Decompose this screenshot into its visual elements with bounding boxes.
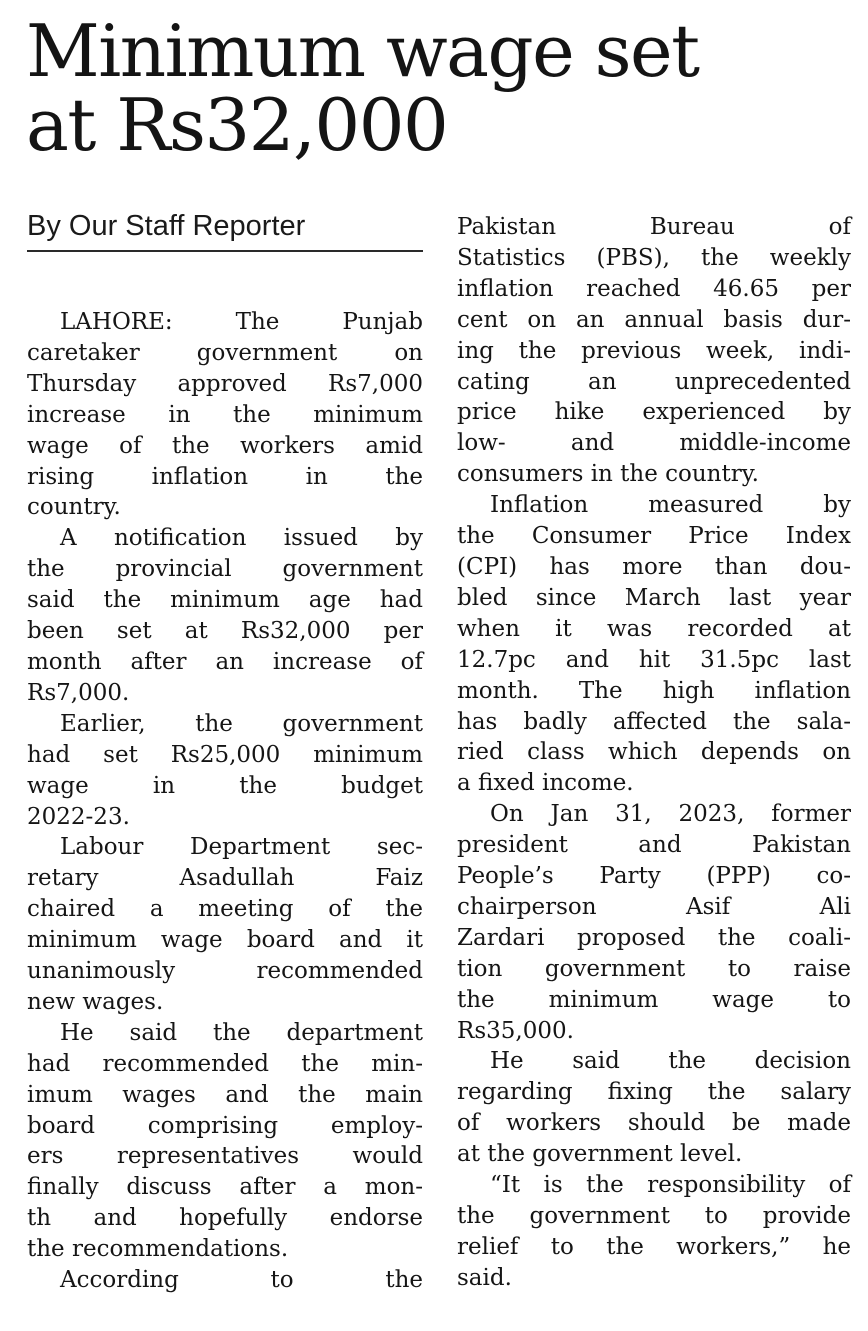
paragraph: [27, 709, 423, 833]
text-line: Earlier, the government: [60, 710, 423, 737]
text-line: 2022-23.: [27, 803, 130, 830]
text-line: finally discuss after a mon-: [27, 1174, 423, 1201]
text-line: Rs35,000.: [457, 1017, 574, 1044]
text-line: tion government to raise: [457, 955, 851, 982]
text-line: bled since March last year: [457, 584, 851, 611]
paragraph: [27, 523, 423, 708]
text-line: at the government level.: [457, 1141, 743, 1168]
text-line: caretaker government on: [27, 339, 423, 366]
text-line: the recommendations.: [27, 1236, 289, 1263]
text-line: wage in the budget: [27, 772, 423, 799]
text-line: th and hopefully endorse: [27, 1205, 423, 1232]
text-line: retary Asadullah Faiz: [27, 865, 423, 892]
text-line: the government to provide: [457, 1203, 851, 1229]
text-line: had recommended the min-: [27, 1050, 423, 1077]
text-line: month after an increase of: [27, 648, 423, 675]
text-line: has badly affected the sala-: [457, 708, 851, 735]
text-line: ried class which depends on: [457, 739, 851, 766]
text-line: rising inflation in the: [27, 463, 423, 490]
text-line: a fixed income.: [457, 770, 634, 797]
paragraph: [27, 307, 423, 523]
paragraph: [27, 1018, 423, 1265]
text-line: Thursday approved Rs7,000: [27, 370, 423, 397]
text-line: Pakistan Bureau of: [457, 214, 851, 240]
text-line: imum wages and the main: [27, 1081, 423, 1108]
text-line: increase in the minimum: [27, 401, 423, 428]
headline-line-2: at Rs32,000: [26, 83, 448, 167]
text-line: relief to the workers,” he: [457, 1233, 851, 1260]
paragraph: [457, 212, 851, 490]
text-line: 12.7pc and hit 31.5pc last: [457, 646, 851, 673]
headline-line-1: Minimum wage set: [26, 9, 699, 93]
text-line: Zardari proposed the coali-: [457, 924, 851, 951]
text-line: the provincial government: [27, 556, 423, 583]
headline: [26, 9, 856, 167]
text-line: new wages.: [27, 988, 164, 1015]
text-line: A notification issued by: [60, 525, 423, 552]
text-line: wage of the workers amid: [27, 432, 423, 459]
article-column-left: [27, 307, 423, 1296]
text-line: when it was recorded at: [457, 615, 851, 642]
article-column-right: [457, 212, 851, 1294]
paragraph: [27, 832, 423, 1017]
text-line: president and Pakistan: [457, 832, 851, 859]
text-line: inflation reached 46.65 per: [457, 275, 851, 302]
text-line: On Jan 31, 2023, former: [490, 801, 851, 828]
text-line: (CPI) has more than dou-: [457, 553, 851, 580]
text-line: He said the department: [60, 1019, 423, 1046]
paragraph: [27, 1265, 423, 1296]
paragraph: [457, 1170, 851, 1294]
text-line: regarding fixing the salary: [457, 1079, 851, 1106]
text-line: minimum wage board and it: [27, 927, 423, 954]
text-line: been set at Rs32,000 per: [27, 618, 423, 645]
text-line: said.: [457, 1264, 512, 1291]
text-line: consumers in the country.: [457, 461, 759, 488]
text-line: Rs7,000.: [27, 679, 130, 706]
text-line: had set Rs25,000 minimum: [27, 741, 423, 768]
text-line: price hike experienced by: [457, 399, 851, 426]
text-line: board comprising employ-: [27, 1112, 423, 1139]
text-line: Statistics (PBS), the weekly: [457, 244, 851, 271]
text-line: ers representatives would: [27, 1143, 423, 1170]
text-line: cent on an annual basis dur-: [457, 306, 851, 333]
paragraph: [457, 799, 851, 1046]
text-line: Labour Department sec-: [60, 834, 423, 861]
text-line: ing the previous week, indi-: [457, 337, 851, 364]
text-line: People’s Party (PPP) co-: [457, 863, 851, 890]
text-line: the minimum wage to: [457, 986, 851, 1013]
text-line: low- and middle-income: [457, 430, 851, 457]
text-line: According to the: [60, 1267, 423, 1294]
text-line: “It is the responsibility of: [490, 1172, 851, 1199]
text-line: LAHORE: The Punjab: [60, 309, 423, 335]
text-line: unanimously recommended: [27, 958, 423, 985]
text-line: country.: [27, 494, 121, 521]
byline: By Our Staff Reporter: [27, 208, 423, 252]
text-line: of workers should be made: [457, 1110, 851, 1137]
text-line: chairperson Asif Ali: [457, 893, 851, 920]
text-line: month. The high inflation: [457, 677, 851, 704]
text-line: He said the decision: [490, 1048, 851, 1075]
text-line: said the minimum age had: [27, 587, 423, 614]
paragraph: [457, 1046, 851, 1170]
text-line: the Consumer Price Index: [457, 523, 851, 550]
text-line: cating an unprecedented: [457, 368, 851, 395]
paragraph: [457, 490, 851, 799]
text-line: Inflation measured by: [490, 492, 851, 519]
text-line: chaired a meeting of the: [27, 896, 423, 923]
